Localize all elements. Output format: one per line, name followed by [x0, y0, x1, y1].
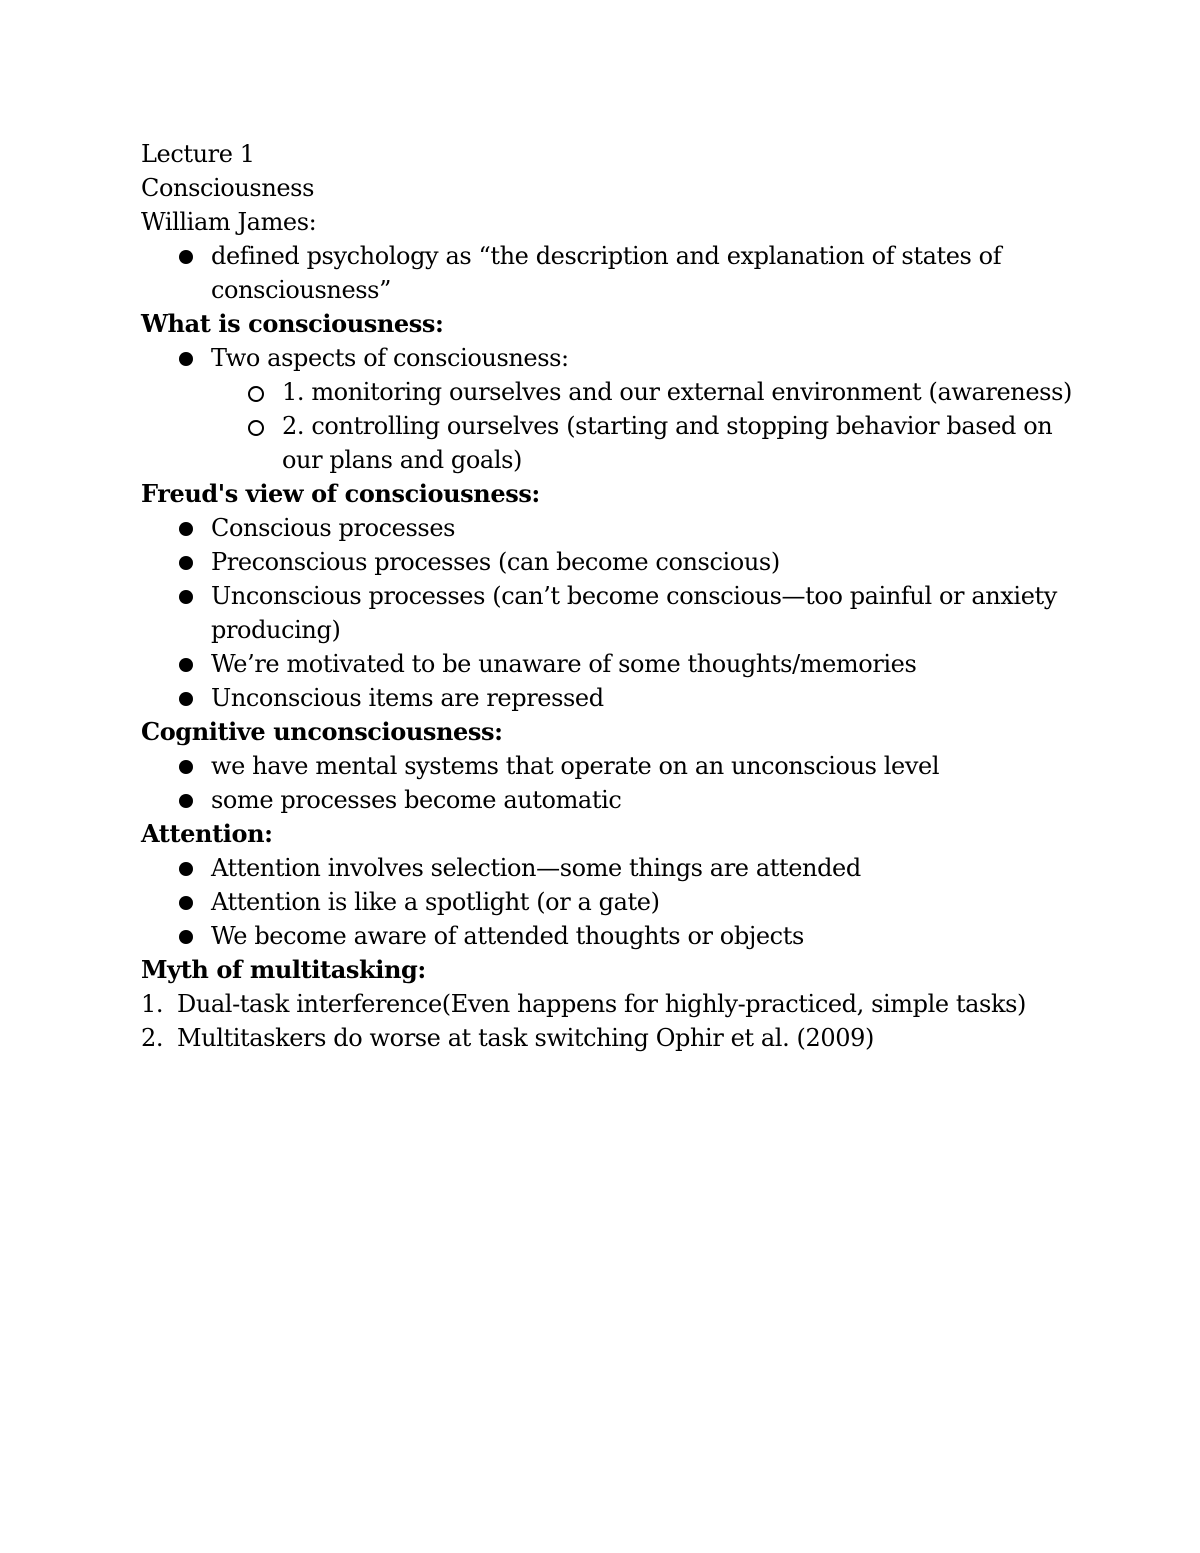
- document-page: [141, 137, 1141, 1055]
- sub-bullet-text: 1. monitoring ourselves and our external environment (awareness): [282, 378, 1072, 406]
- bullet-item: [141, 647, 1141, 681]
- sub-bullet-text: 2. controlling ourselves (starting and stopping behavior based on: [282, 412, 1053, 440]
- bullet-text: Unconscious processes (can’t become conscious—too painful or anxiety: [211, 582, 1057, 610]
- bullet-item: [141, 681, 1141, 715]
- bullet-text: We’re motivated to be unaware of some thoughts/memories: [211, 650, 917, 678]
- bullet-text: Unconscious items are repressed: [211, 684, 604, 712]
- bullet-item: [141, 579, 1141, 647]
- item-number: 1.: [141, 990, 164, 1018]
- bullet-text: Attention is like a spotlight (or a gate): [211, 888, 660, 916]
- bullet-icon: [179, 692, 193, 706]
- bullet-item: [141, 341, 1141, 375]
- hollow-bullet-icon: [248, 386, 264, 402]
- numbered-item: [141, 987, 1141, 1021]
- bullet-item: [141, 885, 1141, 919]
- bullet-text-continued: producing): [211, 616, 341, 644]
- bullet-item: [141, 545, 1141, 579]
- section-heading-william-james: William James:: [141, 208, 317, 236]
- bullet-icon: [179, 760, 193, 774]
- bullet-item: [141, 919, 1141, 953]
- bullet-icon: [179, 556, 193, 570]
- bullet-text-continued: consciousness”: [211, 276, 391, 304]
- numbered-text: Dual-task interference(Even happens for highly-practiced, simple tasks): [177, 990, 1026, 1018]
- bullet-icon: [179, 930, 193, 944]
- bullet-text: we have mental systems that operate on an unconscious level: [211, 752, 940, 780]
- bullet-text: defined psychology as “the description and explanation of states of: [211, 242, 1002, 270]
- bullet-icon: [179, 794, 193, 808]
- hollow-bullet-icon: [248, 420, 264, 436]
- bullet-text: some processes become automatic: [211, 786, 622, 814]
- lecture-title: Lecture 1: [141, 140, 255, 168]
- section-heading-what-is-consciousness: What is consciousness:: [141, 309, 444, 338]
- section-heading-myth-of-multitasking: Myth of multitasking:: [141, 955, 426, 984]
- bullet-icon: [179, 590, 193, 604]
- numbered-text: Multitaskers do worse at task switching Ophir et al. (2009): [177, 1024, 874, 1052]
- bullet-item: [141, 749, 1141, 783]
- bullet-icon: [179, 658, 193, 672]
- section-heading-cognitive-unconsciousness: Cognitive unconsciousness:: [141, 717, 503, 746]
- bullet-icon: [179, 896, 193, 910]
- item-number: 2.: [141, 1024, 164, 1052]
- bullet-text: Conscious processes: [211, 514, 456, 542]
- topic-title: Consciousness: [141, 174, 315, 202]
- bullet-text: Preconscious processes (can become conscious): [211, 548, 780, 576]
- bullet-item: [141, 511, 1141, 545]
- bullet-icon: [179, 862, 193, 876]
- bullet-text: We become aware of attended thoughts or objects: [211, 922, 804, 950]
- bullet-icon: [179, 250, 193, 264]
- bullet-icon: [179, 352, 193, 366]
- numbered-item: [141, 1021, 1141, 1055]
- sub-bullet-item: [141, 409, 1141, 477]
- bullet-item: [141, 851, 1141, 885]
- section-heading-freud: Freud's view of consciousness:: [141, 479, 540, 508]
- bullet-text: Attention involves selection—some things are attended: [211, 854, 861, 882]
- bullet-item: [141, 783, 1141, 817]
- bullet-text: Two aspects of consciousness:: [211, 344, 569, 372]
- bullet-item: [141, 239, 1141, 307]
- section-heading-attention: Attention:: [141, 819, 273, 848]
- sub-bullet-item: [141, 375, 1141, 409]
- bullet-icon: [179, 522, 193, 536]
- sub-bullet-text-continued: our plans and goals): [282, 446, 522, 474]
